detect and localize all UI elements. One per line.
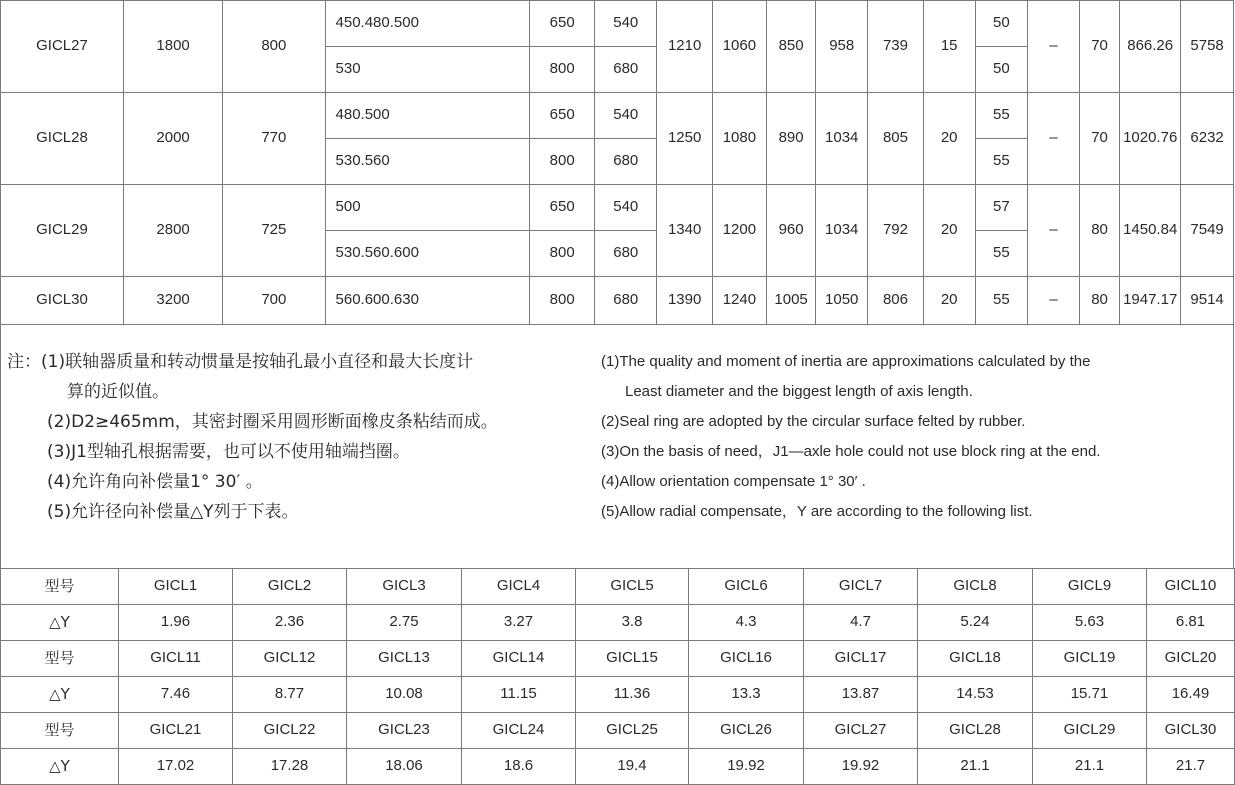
dim-a-cell: 806 (868, 277, 924, 325)
dim-d1-cell: 1080 (713, 93, 767, 185)
delta-y-label-cell: △Y (1, 749, 119, 785)
model-cell: GICL13 (347, 641, 462, 677)
delta-y-cell: 6.81 (1147, 605, 1235, 641)
model-cell: GICL19 (1033, 641, 1147, 677)
mass-cell: 6232 (1181, 93, 1234, 185)
delta-y-cell: 17.02 (119, 749, 233, 785)
h-cell: 70 (1079, 93, 1119, 185)
model-cell: GICL12 (233, 641, 347, 677)
bore-cell: 530 (325, 47, 530, 93)
delta-y-label-cell: △Y (1, 605, 119, 641)
note-cn-2: (2)D2≥465mm，其密封圈采用圆形断面橡皮条粘结而成。 (47, 412, 498, 432)
note-cn-1-cont: 算的近似值。 (67, 382, 169, 402)
dim-c-cell: 20 (923, 277, 975, 325)
dim-d-cell: 1210 (657, 1, 713, 93)
model-cell: GICL14 (462, 641, 576, 677)
bore-cell: 560.600.630 (325, 277, 530, 325)
length-l2-cell: 680 (595, 139, 657, 185)
dash-cell: – (1028, 1, 1080, 93)
delta-y-row (1, 749, 1235, 785)
bore-cell: 480.500 (325, 93, 530, 139)
dim-e-cell: 55 (975, 139, 1028, 185)
length-l2-cell: 540 (595, 1, 657, 47)
bore-cell: 500 (325, 185, 530, 231)
model-row (1, 641, 1235, 677)
dim-a-cell: 739 (868, 1, 924, 93)
delta-y-cell: 8.77 (233, 677, 347, 713)
note-cn-1: 注：(1)联轴器质量和转动惯量是按轴孔最小直径和最大长度计 (7, 352, 474, 372)
dim-b-cell: 1050 (816, 277, 868, 325)
model-cell: GICL7 (804, 569, 918, 605)
speed-cell: 700 (223, 277, 325, 325)
delta-y-cell: 1.96 (119, 605, 233, 641)
speed-cell: 725 (223, 185, 325, 277)
model-cell: GICL25 (576, 713, 689, 749)
dim-e-cell: 50 (975, 47, 1028, 93)
delta-y-cell: 3.27 (462, 605, 576, 641)
speed-cell: 800 (223, 1, 325, 93)
delta-y-cell: 13.3 (689, 677, 804, 713)
model-cell: GICL29 (1, 185, 124, 277)
length-l1-cell: 800 (530, 47, 595, 93)
dim-d2-cell: 890 (766, 93, 816, 185)
table-row (1, 93, 1234, 139)
delta-y-cell: 4.7 (804, 605, 918, 641)
dim-d1-cell: 1200 (713, 185, 767, 277)
delta-y-cell: 2.36 (233, 605, 347, 641)
model-cell: GICL30 (1, 277, 124, 325)
delta-y-cell: 21.1 (918, 749, 1033, 785)
note-en-2: (2)Seal ring are adopted by the circular surface felted by rubber. (601, 413, 1026, 430)
delta-y-label-cell: △Y (1, 677, 119, 713)
model-cell: GICL20 (1147, 641, 1235, 677)
model-cell: GICL29 (1033, 713, 1147, 749)
dim-a-cell: 805 (868, 93, 924, 185)
note-cn-5: (5)允许径向补偿量△Y列于下表。 (47, 502, 299, 522)
dash-cell: – (1028, 93, 1080, 185)
length-l2-cell: 540 (595, 185, 657, 231)
delta-y-cell: 14.53 (918, 677, 1033, 713)
speed-cell: 770 (223, 93, 325, 185)
model-label-cell: 型号 (1, 569, 119, 605)
delta-y-cell: 5.24 (918, 605, 1033, 641)
notes-english (601, 347, 1231, 527)
mass-cell: 9514 (1181, 277, 1234, 325)
notes-chinese (7, 347, 587, 527)
bore-cell: 530.560.600 (325, 231, 530, 277)
note-cn-3: (3)J1型轴孔根据需要，也可以不使用轴端挡圈。 (47, 442, 410, 462)
model-cell: GICL24 (462, 713, 576, 749)
note-en-3: (3)On the basis of need，J1—axle hole could not use block ring at the end. (601, 443, 1101, 460)
table-row (1, 185, 1234, 231)
model-label-cell: 型号 (1, 713, 119, 749)
delta-y-cell: 13.87 (804, 677, 918, 713)
delta-y-cell: 7.46 (119, 677, 233, 713)
h-cell: 80 (1079, 185, 1119, 277)
delta-y-cell: 21.7 (1147, 749, 1235, 785)
dim-b-cell: 1034 (816, 185, 868, 277)
model-cell: GICL28 (918, 713, 1033, 749)
model-cell: GICL15 (576, 641, 689, 677)
dim-b-cell: 958 (816, 1, 868, 93)
dim-e-cell: 55 (975, 231, 1028, 277)
delta-y-cell: 16.49 (1147, 677, 1235, 713)
model-row (1, 569, 1235, 605)
delta-y-row (1, 605, 1235, 641)
delta-y-row (1, 677, 1235, 713)
dim-a-cell: 792 (868, 185, 924, 277)
inertia-cell: 1020.76 (1120, 93, 1181, 185)
dim-d2-cell: 960 (766, 185, 816, 277)
delta-y-cell: 4.3 (689, 605, 804, 641)
dim-d1-cell: 1240 (713, 277, 767, 325)
model-cell: GICL8 (918, 569, 1033, 605)
dim-d-cell: 1390 (657, 277, 713, 325)
delta-y-cell: 5.63 (1033, 605, 1147, 641)
dim-d2-cell: 850 (766, 1, 816, 93)
h-cell: 70 (1079, 1, 1119, 93)
torque-cell: 3200 (123, 277, 222, 325)
model-cell: GICL11 (119, 641, 233, 677)
table-row (1, 1, 1234, 47)
dash-cell: – (1028, 185, 1080, 277)
model-cell: GICL1 (119, 569, 233, 605)
model-cell: GICL22 (233, 713, 347, 749)
length-l1-cell: 800 (530, 277, 595, 325)
dim-d2-cell: 1005 (766, 277, 816, 325)
length-l2-cell: 680 (595, 47, 657, 93)
delta-y-cell: 11.36 (576, 677, 689, 713)
dim-c-cell: 20 (923, 185, 975, 277)
model-cell: GICL5 (576, 569, 689, 605)
note-cn-4: (4)允许角向补偿量1° 30′ 。 (47, 472, 263, 492)
model-row (1, 713, 1235, 749)
delta-y-cell: 18.06 (347, 749, 462, 785)
model-cell: GICL21 (119, 713, 233, 749)
model-cell: GICL17 (804, 641, 918, 677)
length-l1-cell: 800 (530, 231, 595, 277)
dim-c-cell: 15 (923, 1, 975, 93)
length-l1-cell: 800 (530, 139, 595, 185)
model-cell: GICL16 (689, 641, 804, 677)
note-en-1-cont: Least diameter and the biggest length of axis length. (625, 383, 973, 400)
dim-e-cell: 57 (975, 185, 1028, 231)
model-cell: GICL10 (1147, 569, 1235, 605)
model-cell: GICL26 (689, 713, 804, 749)
delta-y-cell: 19.92 (689, 749, 804, 785)
delta-y-cell: 15.71 (1033, 677, 1147, 713)
model-cell: GICL4 (462, 569, 576, 605)
mass-cell: 5758 (1181, 1, 1234, 93)
delta-y-cell: 11.15 (462, 677, 576, 713)
model-cell: GICL30 (1147, 713, 1235, 749)
inertia-cell: 866.26 (1120, 1, 1181, 93)
length-l1-cell: 650 (530, 185, 595, 231)
spec-table (0, 0, 1234, 325)
dim-e-cell: 55 (975, 277, 1028, 325)
delta-y-cell: 19.4 (576, 749, 689, 785)
bore-cell: 530.560 (325, 139, 530, 185)
torque-cell: 2000 (123, 93, 222, 185)
model-cell: GICL2 (233, 569, 347, 605)
length-l2-cell: 680 (595, 231, 657, 277)
dim-e-cell: 50 (975, 1, 1028, 47)
dash-cell: – (1028, 277, 1080, 325)
delta-y-cell: 18.6 (462, 749, 576, 785)
model-cell: GICL9 (1033, 569, 1147, 605)
note-en-4: (4)Allow orientation compensate 1° 30′ . (601, 473, 866, 490)
note-en-5: (5)Allow radial compensate，Y are according to the following list. (601, 503, 1033, 520)
mass-cell: 7549 (1181, 185, 1234, 277)
model-cell: GICL27 (1, 1, 124, 93)
dim-c-cell: 20 (923, 93, 975, 185)
length-l2-cell: 680 (595, 277, 657, 325)
torque-cell: 2800 (123, 185, 222, 277)
delta-y-cell: 2.75 (347, 605, 462, 641)
model-cell: GICL27 (804, 713, 918, 749)
dim-b-cell: 1034 (816, 93, 868, 185)
delta-y-cell: 10.08 (347, 677, 462, 713)
delta-y-cell: 17.28 (233, 749, 347, 785)
inertia-cell: 1450.84 (1120, 185, 1181, 277)
length-l1-cell: 650 (530, 1, 595, 47)
dim-d-cell: 1250 (657, 93, 713, 185)
model-cell: GICL3 (347, 569, 462, 605)
length-l2-cell: 540 (595, 93, 657, 139)
dim-e-cell: 55 (975, 93, 1028, 139)
length-l1-cell: 650 (530, 93, 595, 139)
dim-d-cell: 1340 (657, 185, 713, 277)
model-cell: GICL23 (347, 713, 462, 749)
dim-d1-cell: 1060 (713, 1, 767, 93)
model-cell: GICL18 (918, 641, 1033, 677)
model-cell: GICL28 (1, 93, 124, 185)
model-cell: GICL6 (689, 569, 804, 605)
notes-section (0, 311, 1234, 568)
bore-cell: 450.480.500 (325, 1, 530, 47)
h-cell: 80 (1079, 277, 1119, 325)
delta-y-cell: 21.1 (1033, 749, 1147, 785)
delta-y-cell: 19.92 (804, 749, 918, 785)
torque-cell: 1800 (123, 1, 222, 93)
delta-y-cell: 3.8 (576, 605, 689, 641)
model-label-cell: 型号 (1, 641, 119, 677)
inertia-cell: 1947.17 (1120, 277, 1181, 325)
note-en-1: (1)The quality and moment of inertia are approximations calculated by the (601, 353, 1091, 370)
radial-compensation-table (0, 568, 1235, 785)
